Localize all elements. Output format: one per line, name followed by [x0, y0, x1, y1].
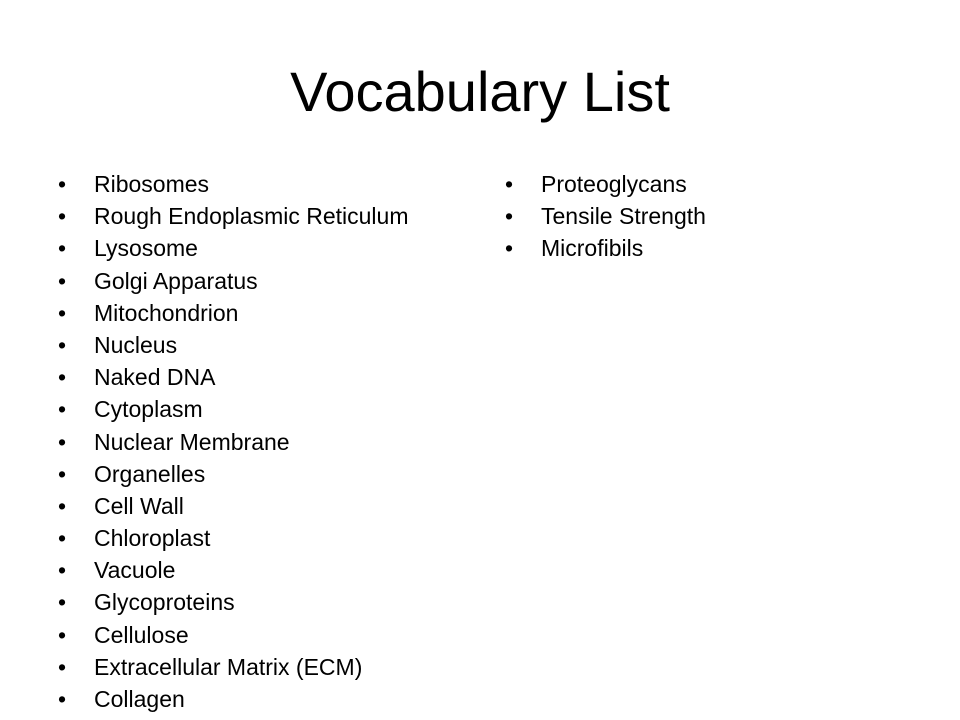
list-item: [58, 329, 478, 361]
bullet-icon: •: [58, 364, 67, 391]
list-item-text: Proteoglycans: [541, 171, 687, 197]
bullet-icon: •: [58, 299, 67, 326]
list-item: [58, 522, 478, 554]
list-item: [58, 683, 478, 715]
bullet-icon: •: [58, 267, 67, 294]
list-item: [58, 426, 478, 458]
bullet-icon: •: [505, 203, 514, 230]
bullet-icon: •: [58, 525, 67, 552]
list-item-text: Ribosomes: [94, 171, 210, 197]
bullet-icon: •: [505, 171, 514, 197]
bullet-icon: •: [58, 621, 67, 648]
list-item: [58, 265, 478, 297]
list-item: [58, 200, 478, 232]
list-item-text: Cell Wall: [94, 492, 184, 519]
list-item-text: Rough Endoplasmic Reticulum: [94, 203, 409, 230]
list-item-text: Chloroplast: [94, 525, 211, 552]
list-item: [58, 554, 478, 586]
list-item: [58, 232, 478, 264]
list-item-text: Organelles: [94, 460, 206, 487]
vocabulary-list-right: [505, 168, 925, 265]
slide-title: Vocabulary List: [290, 60, 670, 123]
list-item: [58, 361, 478, 393]
list-item-text: Nuclear Membrane: [94, 428, 290, 455]
list-item-text: Nucleus: [94, 331, 178, 358]
list-item: [505, 168, 925, 200]
vocabulary-list-left: [58, 168, 478, 715]
list-item: [58, 297, 478, 329]
bullet-icon: •: [58, 396, 67, 423]
list-item-text: Tensile Strength: [541, 203, 706, 230]
bullet-icon: •: [58, 235, 67, 262]
list-item: [58, 168, 478, 200]
bullet-icon: •: [58, 589, 67, 616]
list-item-text: Cytoplasm: [94, 396, 203, 423]
bullet-icon: •: [505, 235, 514, 262]
list-item: [58, 490, 478, 522]
bullet-icon: •: [58, 460, 67, 487]
list-item-text: Glycoproteins: [94, 589, 235, 616]
bullet-icon: •: [58, 428, 67, 455]
list-item-text: Vacuole: [94, 557, 176, 584]
list-item-text: Extracellular Matrix (ECM): [94, 653, 363, 680]
bullet-icon: •: [58, 557, 67, 584]
list-item-text: Microfibils: [541, 235, 644, 262]
bullet-icon: •: [58, 331, 67, 358]
bullet-icon: •: [58, 203, 67, 230]
list-item: [58, 586, 478, 618]
bullet-icon: •: [58, 686, 67, 712]
bullet-icon: •: [58, 492, 67, 519]
list-item-text: Collagen: [94, 686, 185, 712]
list-item: [505, 232, 925, 264]
list-item: [58, 393, 478, 425]
list-item-text: Golgi Apparatus: [94, 267, 258, 294]
list-item-text: Naked DNA: [94, 364, 216, 391]
list-item: [505, 200, 925, 232]
list-item: [58, 619, 478, 651]
list-item-text: Mitochondrion: [94, 299, 239, 326]
list-item-text: Cellulose: [94, 621, 189, 648]
list-item: [58, 458, 478, 490]
list-item: [58, 651, 478, 683]
bullet-icon: •: [58, 171, 67, 197]
list-item-text: Lysosome: [94, 235, 198, 262]
bullet-icon: •: [58, 653, 67, 680]
